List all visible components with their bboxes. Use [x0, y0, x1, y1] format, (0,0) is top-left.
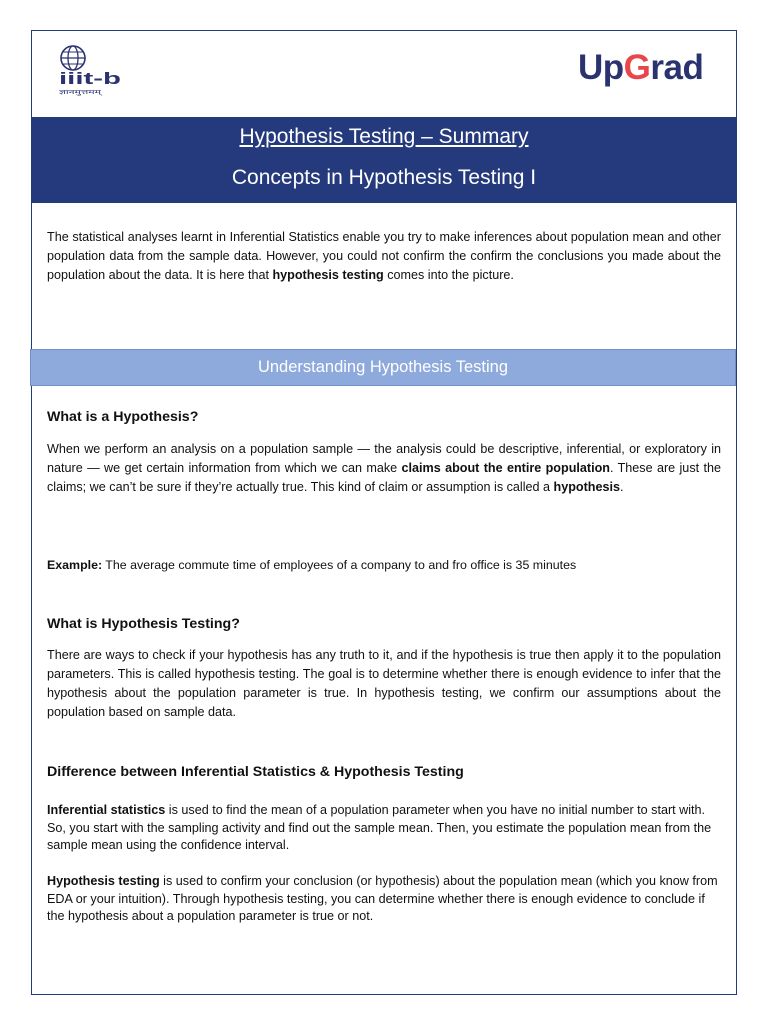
upgrad-logo-g: G: [623, 48, 651, 87]
hypothesis-bold-2: hypothesis: [553, 480, 621, 494]
difference-paragraph-2: [47, 873, 721, 926]
difference-p2-text: is used to confirm your conclusion (or hypothesis) about the population mean (which you know from EDA or your intuition). Through hypothesis testing, you can determine whether there is enough evidence to conclude if the hypothesis about a population parameter is true or not.: [47, 874, 718, 923]
upgrad-logo-rad: rad: [650, 48, 704, 87]
difference-heading: Difference between Inferential Statistics & Hypothesis Testing: [47, 764, 464, 780]
hypothesis-paragraph: [47, 440, 721, 497]
difference-p1-bold: Inferential statistics: [47, 803, 166, 817]
example-line: [47, 556, 721, 575]
document-subtitle: Concepts in Hypothesis Testing I: [231, 166, 537, 189]
section-header: Understanding Hypothesis Testing: [30, 349, 736, 386]
difference-p2-bold: Hypothesis testing: [47, 874, 160, 888]
example-label: Example:: [47, 558, 103, 572]
globe-icon: [61, 46, 85, 70]
iiitb-logo-tagline: ज्ञानमुत्तमम्: [59, 89, 103, 96]
intro-paragraph: [47, 228, 721, 285]
document-title: Hypothesis Testing – Summary: [239, 125, 529, 148]
upgrad-logo-up: Up: [578, 48, 624, 87]
difference-p1-text: is used to find the mean of a population parameter when you have no initial number to start with. So, you start with the sampling activity and find out the sample mean. Then, you estimate the population mean from the sample mean using the confidence interval.: [47, 803, 712, 852]
title-banner: [31, 117, 737, 203]
hypothesis-text-2: . These are just the claims; we can’t be sure if they’re actually true. This kind of claim or assumption is called a: [47, 461, 721, 494]
hypothesis-bold-1: claims about the entire population: [401, 461, 610, 475]
hypothesis-text-3: .: [620, 480, 624, 494]
example-text: The average commute time of employees of a company to and fro office is 35 minutes: [102, 558, 577, 572]
intro-text-1: The statistical analyses learnt in Inferential Statistics enable you try to make inferences about population mean and other population data from the sample data. However, you could not confirm the confirm the conclusions you made about the population about the data. It is here that: [47, 230, 721, 282]
testing-heading: What is Hypothesis Testing?: [47, 616, 240, 632]
testing-paragraph: There are ways to check if your hypothesis has any truth to it, and if the hypothesis is true then apply it to the population parameters. This is called hypothesis testing. The goal is to determine whether there is enough evidence to infer that the hypothesis about the population parameter is true. In hypothesis testing, we confirm our assumptions about the population based on sample data.: [47, 648, 721, 719]
intro-text-2: comes into the picture.: [383, 268, 514, 282]
iiitb-logo-text: iiit-b: [59, 69, 121, 88]
hypothesis-text-1: When we perform an analysis on a population sample — the analysis could be descriptive, inferential, or exploratory in nature — we get certain information from which we can make: [47, 442, 721, 475]
intro-bold-1: hypothesis testing: [272, 268, 384, 282]
difference-paragraph-1: [47, 802, 721, 855]
upgrad-logo: [578, 50, 703, 85]
hypothesis-heading: What is a Hypothesis?: [47, 409, 199, 425]
iiitb-logo: [56, 44, 126, 96]
